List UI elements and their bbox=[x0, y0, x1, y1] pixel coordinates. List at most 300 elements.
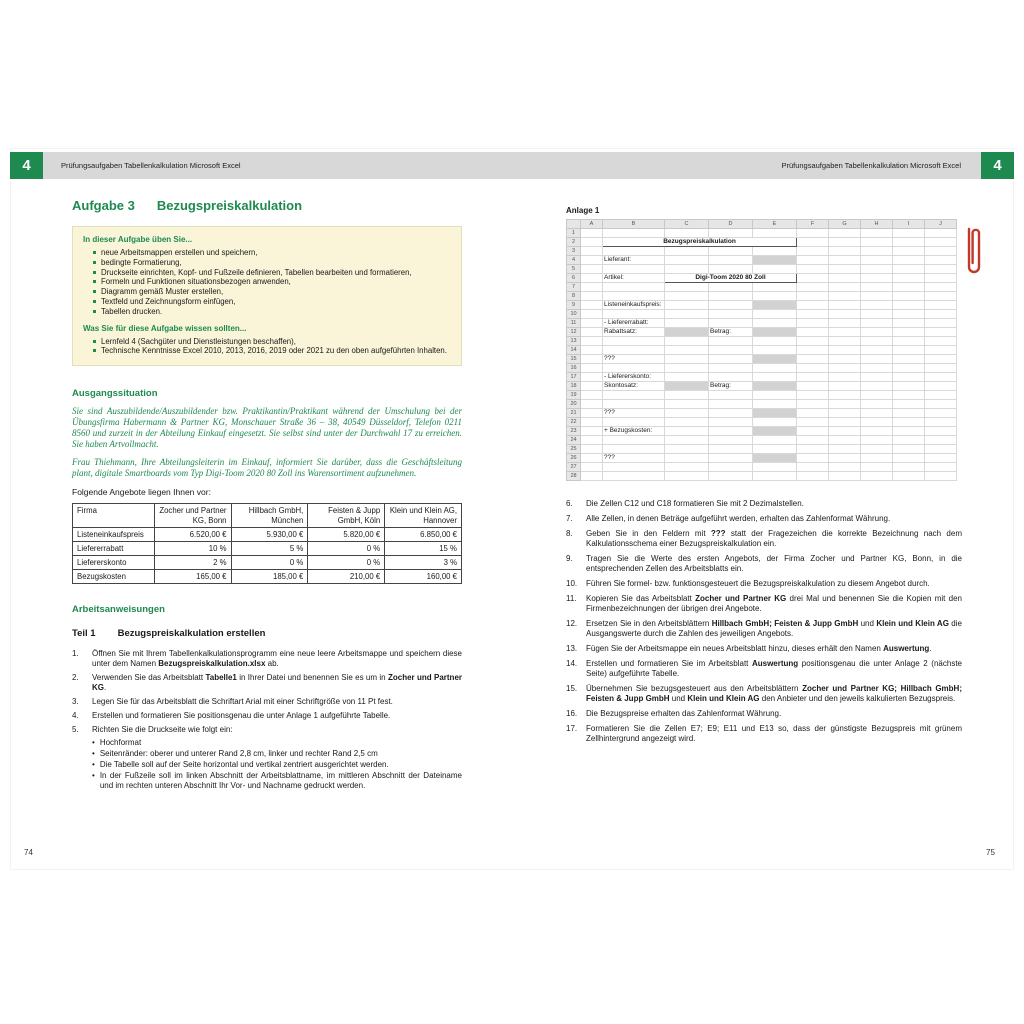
sheet-cell bbox=[829, 301, 861, 310]
instruction-step bbox=[566, 594, 962, 614]
sheet-cell bbox=[829, 328, 861, 337]
sheet-row bbox=[567, 310, 957, 319]
sheet-cell bbox=[861, 355, 893, 364]
bullet-item bbox=[93, 268, 451, 278]
step-text: Kopieren Sie das Arbeitsblatt Zocher und Partner KG drei Mal und benennen Sie die Kopien mit den Firmenbezeichnungen der übrigen drei Angebote. bbox=[586, 594, 962, 613]
offers-cell: 15 % bbox=[385, 542, 462, 556]
sheet-cell bbox=[829, 472, 861, 481]
sheet-cell bbox=[709, 436, 753, 445]
sheet-cell bbox=[753, 256, 797, 265]
sheet-row-header: 3 bbox=[567, 247, 581, 256]
sheet-cell bbox=[893, 364, 925, 373]
sheet-row bbox=[567, 391, 957, 400]
sheet-cell bbox=[797, 382, 829, 391]
square-bullet-icon bbox=[93, 280, 96, 283]
sheet-cell bbox=[925, 274, 957, 283]
sheet-cell bbox=[709, 301, 753, 310]
exercise-name: Bezugspreiskalkulation bbox=[156, 198, 303, 213]
offers-header-cell: Zocher und Partner KG, Bonn bbox=[154, 504, 231, 528]
sheet-cell bbox=[753, 247, 797, 256]
right-page-content bbox=[566, 206, 962, 744]
bullet-item bbox=[93, 277, 451, 287]
sheet-cell bbox=[893, 229, 925, 238]
sheet-cell bbox=[925, 238, 957, 247]
sheet-cell bbox=[753, 301, 797, 310]
step-text: Tragen Sie die Werte des ersten Angebots, der Firma Zocher und Partner KG, Bonn, in die entsprechenden Zellen des Arbeitsblatts ein. bbox=[586, 554, 962, 573]
offers-row bbox=[73, 528, 462, 542]
bullet-text: Druckseite einrichten, Kopf- und Fußzeile definieren, Tabellen bearbeiten und formatieren, bbox=[101, 267, 412, 277]
step-text: Öffnen Sie mit Ihrem Tabellenkalkulationsprogramm eine neue leere Arbeitsmappe und speichern diese unter dem Namen Bezugspreiskalkulation.xlsx ab. bbox=[92, 649, 462, 669]
sheet-cell bbox=[829, 436, 861, 445]
sheet-row-header: 2 bbox=[567, 238, 581, 247]
sheet-row-header: 26 bbox=[567, 454, 581, 463]
offers-cell: 160,00 € bbox=[385, 570, 462, 584]
square-bullet-icon bbox=[93, 251, 96, 254]
instruction-step bbox=[566, 684, 962, 704]
sheet-cell bbox=[797, 400, 829, 409]
sheet-cell bbox=[581, 427, 603, 436]
sheet-cell bbox=[753, 319, 797, 328]
sheet-cell bbox=[925, 364, 957, 373]
sheet-cell bbox=[665, 391, 709, 400]
offers-cell: 10 % bbox=[154, 542, 231, 556]
step-text: Fügen Sie der Arbeitsmappe ein neues Arbeitsblatt hinzu, dieses erhält den Namen Auswertung. bbox=[586, 644, 932, 653]
bullet-text: Diagramm gemäß Muster erstellen, bbox=[101, 287, 224, 297]
sheet-row-header: 8 bbox=[567, 292, 581, 301]
sheet-cell bbox=[603, 391, 665, 400]
sheet-cell bbox=[753, 418, 797, 427]
sheet-cell bbox=[753, 409, 797, 418]
sheet-cell bbox=[797, 256, 829, 265]
bullet-item bbox=[93, 346, 451, 356]
sheet-cell bbox=[925, 454, 957, 463]
sheet-cell bbox=[829, 445, 861, 454]
sheet-row-header: 22 bbox=[567, 418, 581, 427]
sheet-row-header: 28 bbox=[567, 472, 581, 481]
sheet-header-row bbox=[567, 220, 957, 229]
sheet-cell bbox=[861, 454, 893, 463]
sheet-cell: Digi-Toom 2020 80 Zoll bbox=[665, 274, 797, 283]
step-text: Verwenden Sie das Arbeitsblatt Tabelle1 in Ihrer Datei und benennen Sie es um in Zocher und Partner KG. bbox=[92, 673, 462, 693]
sheet-row-header: 25 bbox=[567, 445, 581, 454]
bullet-item bbox=[93, 258, 451, 268]
square-bullet-icon bbox=[93, 310, 96, 313]
sheet-cell bbox=[603, 247, 665, 256]
instruction-step bbox=[566, 554, 962, 574]
sheet-cell bbox=[861, 409, 893, 418]
sheet-cell: - Liefererskonto: bbox=[603, 373, 665, 382]
sheet-cell bbox=[797, 364, 829, 373]
sheet-cell bbox=[829, 463, 861, 472]
sheet-cell bbox=[829, 391, 861, 400]
square-bullet-icon bbox=[93, 340, 96, 343]
substep-text: Die Tabelle soll auf der Seite horizontal und vertikal zentriert ausgerichtet werden. bbox=[99, 760, 389, 770]
sheet-cell bbox=[665, 247, 709, 256]
sheet-cell bbox=[753, 463, 797, 472]
step-text: Ersetzen Sie in den Arbeitsblättern Hillbach GmbH; Feisten & Jupp GmbH und Klein und Klein AG die Ausgangswerte durch die Zahlen des jeweiligen Angebots. bbox=[586, 619, 962, 638]
sheet-cell bbox=[753, 364, 797, 373]
sheet-cell bbox=[829, 427, 861, 436]
sheet-row-header: 24 bbox=[567, 436, 581, 445]
sheet-cell bbox=[665, 265, 709, 274]
sheet-cell bbox=[861, 265, 893, 274]
sheet-cell bbox=[893, 400, 925, 409]
step-number: 3. bbox=[72, 697, 79, 707]
square-bullet-icon bbox=[93, 290, 96, 293]
sheet-cell bbox=[861, 319, 893, 328]
step-number: 8. bbox=[566, 529, 573, 538]
sheet-row bbox=[567, 364, 957, 373]
sheet-row-header: 14 bbox=[567, 346, 581, 355]
sheet-cell bbox=[893, 373, 925, 382]
sheet-cell bbox=[829, 382, 861, 391]
sheet-row bbox=[567, 418, 957, 427]
sheet-cell bbox=[603, 283, 665, 292]
sheet-row bbox=[567, 256, 957, 265]
offers-cell: 0 % bbox=[308, 556, 385, 570]
sheet-cell bbox=[603, 265, 665, 274]
sheet-cell bbox=[893, 328, 925, 337]
sheet-cell bbox=[753, 391, 797, 400]
bullet-item bbox=[93, 287, 451, 297]
step-number: 12. bbox=[566, 619, 578, 628]
sheet-row bbox=[567, 355, 957, 364]
square-bullet-icon bbox=[93, 261, 96, 264]
sheet-cell bbox=[893, 310, 925, 319]
sheet-cell bbox=[861, 400, 893, 409]
sheet-cell bbox=[709, 400, 753, 409]
sheet-cell bbox=[709, 319, 753, 328]
exercise-number: Aufgabe 3 bbox=[72, 198, 135, 213]
sheet-cell bbox=[925, 445, 957, 454]
sheet-cell bbox=[797, 445, 829, 454]
sheet-cell bbox=[829, 319, 861, 328]
sheet-cell bbox=[861, 463, 893, 472]
sheet-cell bbox=[925, 418, 957, 427]
bullet-item bbox=[93, 337, 451, 347]
step-number: 5. bbox=[72, 725, 79, 735]
sheet-cell: Rabattsatz: bbox=[603, 328, 665, 337]
substep-text: Seitenränder: oberer und unterer Rand 2,8 cm, linker und rechter Rand 2,5 cm bbox=[99, 749, 378, 759]
step-text: Formatieren Sie die Zellen E7; E9; E11 und E13 so, dass der günstigste Bezugspreis mit grünem Zellhintergrund angezeigt wird. bbox=[586, 724, 962, 743]
sheet-cell bbox=[925, 409, 957, 418]
sheet-cell bbox=[709, 454, 753, 463]
step-number: 14. bbox=[566, 659, 578, 668]
sheet-cell bbox=[861, 364, 893, 373]
sheet-cell bbox=[665, 382, 709, 391]
sheet-row bbox=[567, 328, 957, 337]
sheet-row-header: 4 bbox=[567, 256, 581, 265]
sheet-cell bbox=[829, 454, 861, 463]
sheet-cell bbox=[709, 310, 753, 319]
step-text: Geben Sie in den Feldern mit ??? statt der Fragezeichen die korrekte Bezeichnung nach dem Kalkulationsschema einer Bezugspreiskalkulation ein. bbox=[586, 529, 962, 548]
sheet-cell bbox=[829, 274, 861, 283]
sheet-cell bbox=[603, 418, 665, 427]
offers-header-cell: Hillbach GmbH, München bbox=[231, 504, 308, 528]
sheet-row-header: 7 bbox=[567, 283, 581, 292]
sheet-cell bbox=[581, 328, 603, 337]
sheet-row bbox=[567, 454, 957, 463]
chapter-tab-left: 4 bbox=[10, 152, 43, 179]
sheet-cell bbox=[861, 472, 893, 481]
step-text: Übernehmen Sie bezugsgesteuert aus den Arbeitsblättern Zocher und Partner KG; Hillbach GmbH; Feisten & Jupp GmbH und Klein und Klein AG den Anbieter und den jeweils kalkulierten Bezugspreis. bbox=[586, 684, 962, 703]
sheet-cell bbox=[581, 472, 603, 481]
sheet-row bbox=[567, 247, 957, 256]
sheet-cell bbox=[665, 319, 709, 328]
substep-item bbox=[92, 760, 462, 770]
sheet-cell bbox=[893, 355, 925, 364]
dot-bullet-icon: • bbox=[92, 760, 95, 770]
sheet-cell bbox=[861, 256, 893, 265]
sheet-cell bbox=[581, 229, 603, 238]
sheet-row bbox=[567, 472, 957, 481]
sheet-cell bbox=[581, 418, 603, 427]
sheet-row-header: 23 bbox=[567, 427, 581, 436]
sheet-column-header: I bbox=[893, 220, 925, 229]
sheet-cell bbox=[861, 283, 893, 292]
offers-cell: 165,00 € bbox=[154, 570, 231, 584]
sheet-cell bbox=[665, 436, 709, 445]
sheet-cell bbox=[753, 445, 797, 454]
offers-table bbox=[72, 503, 462, 584]
sheet-row-header: 21 bbox=[567, 409, 581, 418]
sheet-cell bbox=[893, 238, 925, 247]
offers-cell: 2 % bbox=[154, 556, 231, 570]
sheet-row bbox=[567, 319, 957, 328]
sheet-cell bbox=[753, 427, 797, 436]
sheet-cell bbox=[829, 409, 861, 418]
bullet-text: Textfeld und Zeichnungsform einfügen, bbox=[101, 296, 236, 306]
sheet-cell bbox=[797, 328, 829, 337]
sheet-corner bbox=[567, 220, 581, 229]
sheet-cell bbox=[709, 391, 753, 400]
sheet-cell bbox=[603, 229, 665, 238]
sheet-cell bbox=[861, 238, 893, 247]
sheet-cell bbox=[581, 283, 603, 292]
offers-cell: Bezugskosten bbox=[73, 570, 155, 584]
sheet-cell bbox=[829, 346, 861, 355]
sheet-cell bbox=[665, 373, 709, 382]
sheet-cell bbox=[581, 319, 603, 328]
sheet-row bbox=[567, 238, 957, 247]
offers-cell: 210,00 € bbox=[308, 570, 385, 584]
sheet-cell bbox=[861, 274, 893, 283]
sheet-cell bbox=[753, 328, 797, 337]
offers-cell: 0 % bbox=[308, 542, 385, 556]
sheet-cell bbox=[925, 292, 957, 301]
sheet-cell bbox=[665, 256, 709, 265]
sheet-row-header: 18 bbox=[567, 382, 581, 391]
sheet-cell bbox=[797, 247, 829, 256]
sheet-cell bbox=[861, 328, 893, 337]
offers-row bbox=[73, 570, 462, 584]
sheet-cell bbox=[753, 382, 797, 391]
sheet-cell bbox=[665, 310, 709, 319]
sheet-cell bbox=[665, 337, 709, 346]
offers-row bbox=[73, 542, 462, 556]
dot-bullet-icon: • bbox=[92, 771, 95, 781]
sheet-cell bbox=[581, 265, 603, 274]
sheet-cell bbox=[665, 328, 709, 337]
bullet-text: Formeln und Funktionen situationsbezogen anwenden, bbox=[101, 277, 291, 287]
sheet-cell bbox=[665, 409, 709, 418]
sheet-cell bbox=[797, 391, 829, 400]
sheet-row bbox=[567, 265, 957, 274]
sheet-row-header: 15 bbox=[567, 355, 581, 364]
sheet-cell bbox=[709, 463, 753, 472]
sheet-cell bbox=[603, 400, 665, 409]
sheet-cell bbox=[603, 463, 665, 472]
instruction-step bbox=[566, 709, 962, 719]
sheet-row bbox=[567, 337, 957, 346]
instruction-step bbox=[566, 659, 962, 679]
sheet-cell bbox=[893, 436, 925, 445]
sheet-cell bbox=[797, 274, 829, 283]
step-number: 17. bbox=[566, 724, 578, 733]
part1-heading bbox=[72, 628, 462, 639]
sheet-cell bbox=[893, 418, 925, 427]
sheet-cell bbox=[581, 256, 603, 265]
offers-cell: 5.820,00 € bbox=[308, 528, 385, 542]
sheet-cell bbox=[603, 292, 665, 301]
sheet-cell bbox=[709, 346, 753, 355]
sheet-cell bbox=[893, 472, 925, 481]
sheet-cell bbox=[925, 229, 957, 238]
bullet-text: neue Arbeitsmappen erstellen und speichern, bbox=[101, 248, 258, 257]
sheet-cell bbox=[797, 283, 829, 292]
sheet-cell bbox=[709, 337, 753, 346]
sheet-row bbox=[567, 382, 957, 391]
sheet-cell bbox=[925, 256, 957, 265]
bullet-text: Technische Kenntnisse Excel 2010, 2013, 2016, 2019 oder 2021 zu den oben aufgeführten Inhalten. bbox=[101, 346, 447, 356]
sheet-cell bbox=[861, 247, 893, 256]
sheet-cell bbox=[797, 463, 829, 472]
sheet-cell bbox=[797, 355, 829, 364]
substep-text: In der Fußzeile soll im linken Abschnitt der Arbeitsblattname, im mittleren Abschnitt der Dateiname und im rechten unteren Abschnitt Ihr Vor- und Nachname gedruckt werden. bbox=[99, 771, 462, 791]
sheet-cell: Betrag: bbox=[709, 382, 753, 391]
substep-item bbox=[92, 749, 462, 759]
info-box bbox=[72, 226, 462, 366]
sheet-cell bbox=[665, 445, 709, 454]
step-number: 10. bbox=[566, 579, 578, 588]
sheet-cell bbox=[665, 229, 709, 238]
sheet-cell bbox=[925, 391, 957, 400]
sheet-row bbox=[567, 283, 957, 292]
sheet-cell bbox=[893, 283, 925, 292]
sheet-cell bbox=[893, 337, 925, 346]
sheet-cell bbox=[709, 409, 753, 418]
step-number: 16. bbox=[566, 709, 578, 718]
sheet-cell bbox=[581, 445, 603, 454]
sheet-cell bbox=[603, 436, 665, 445]
sheet-cell bbox=[925, 427, 957, 436]
sheet-cell bbox=[797, 436, 829, 445]
sheet-column-header: J bbox=[925, 220, 957, 229]
sheet-cell bbox=[861, 229, 893, 238]
offers-cell: 5 % bbox=[231, 542, 308, 556]
sheet-cell bbox=[861, 445, 893, 454]
instruction-step bbox=[72, 673, 462, 693]
sheet-cell bbox=[665, 463, 709, 472]
step-number: 15. bbox=[566, 684, 578, 693]
sheet-cell bbox=[925, 247, 957, 256]
sheet-cell bbox=[893, 409, 925, 418]
sheet-cell bbox=[753, 355, 797, 364]
sheet-cell bbox=[753, 436, 797, 445]
sheet-column-header: B bbox=[603, 220, 665, 229]
sheet-cell bbox=[925, 400, 957, 409]
sheet-cell bbox=[665, 364, 709, 373]
sheet-row-header: 27 bbox=[567, 463, 581, 472]
offers-cell: 3 % bbox=[385, 556, 462, 570]
step-number: 1. bbox=[72, 649, 79, 659]
sheet-cell bbox=[603, 445, 665, 454]
sheet-cell bbox=[893, 274, 925, 283]
step-number: 2. bbox=[72, 673, 79, 683]
sheet-row-header: 20 bbox=[567, 400, 581, 409]
sheet-cell bbox=[709, 265, 753, 274]
sheet-cell bbox=[581, 346, 603, 355]
offers-cell: 185,00 € bbox=[231, 570, 308, 584]
sheet-cell bbox=[665, 454, 709, 463]
exercise-title bbox=[72, 198, 462, 213]
sheet-cell bbox=[797, 373, 829, 382]
sheet-cell bbox=[797, 310, 829, 319]
sheet-row-header: 17 bbox=[567, 373, 581, 382]
sheet-cell bbox=[709, 427, 753, 436]
sheet-cell bbox=[925, 265, 957, 274]
sheet-cell bbox=[861, 301, 893, 310]
sheet-cell bbox=[665, 427, 709, 436]
sheet-cell: Listeneinkaufspreis: bbox=[603, 301, 665, 310]
sheet-row bbox=[567, 463, 957, 472]
sheet-cell bbox=[829, 238, 861, 247]
instruction-step bbox=[566, 579, 962, 589]
step-text: Die Zellen C12 und C18 formatieren Sie mit 2 Dezimalstellen. bbox=[586, 499, 804, 508]
offers-cell: Liefererskonto bbox=[73, 556, 155, 570]
sheet-cell bbox=[925, 310, 957, 319]
sheet-cell bbox=[925, 463, 957, 472]
sheet-cell bbox=[829, 364, 861, 373]
sheet-cell bbox=[753, 265, 797, 274]
sheet-row-header: 19 bbox=[567, 391, 581, 400]
sheet-cell bbox=[709, 418, 753, 427]
running-header-left-text: Prüfungsaufgaben Tabellenkalkulation Microsoft Excel bbox=[61, 161, 241, 170]
chapter-tab-right: 4 bbox=[981, 152, 1014, 179]
sheet-cell bbox=[581, 400, 603, 409]
sheet-cell bbox=[709, 229, 753, 238]
sheet-cell bbox=[797, 418, 829, 427]
sheet-cell: ??? bbox=[603, 454, 665, 463]
sheet-cell bbox=[797, 319, 829, 328]
square-bullet-icon bbox=[93, 300, 96, 303]
sheet-row bbox=[567, 229, 957, 238]
sheet-cell bbox=[709, 355, 753, 364]
sheet-cell bbox=[925, 283, 957, 292]
sheet-cell bbox=[665, 283, 709, 292]
sheet-cell bbox=[581, 274, 603, 283]
step-substeps bbox=[92, 738, 462, 791]
sheet-row-header: 1 bbox=[567, 229, 581, 238]
sheet-row-header: 11 bbox=[567, 319, 581, 328]
sheet-column-header: E bbox=[753, 220, 797, 229]
step-number: 13. bbox=[566, 644, 578, 653]
sheet-cell bbox=[797, 427, 829, 436]
step-number: 7. bbox=[566, 514, 573, 523]
offers-header-row bbox=[73, 504, 462, 528]
sheet-cell bbox=[797, 409, 829, 418]
running-header-right bbox=[512, 152, 981, 179]
